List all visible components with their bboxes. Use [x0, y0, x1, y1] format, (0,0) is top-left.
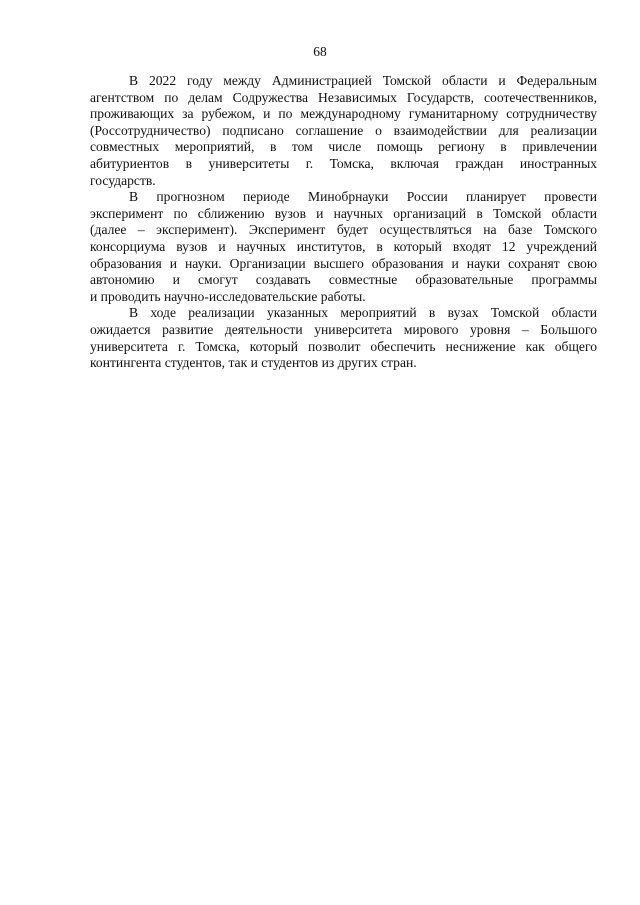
document-body — [90, 73, 597, 372]
text-line: образования и науки. Организации высшего образования и науки сохранят свою — [90, 255, 597, 271]
paragraph-2 — [90, 189, 597, 305]
text-line: государств. — [90, 172, 156, 188]
text-line: агентством по делам Содружества Независимых Государств, соотечественников, — [90, 89, 597, 105]
text-line: и проводить научно-исследовательские работы. — [90, 288, 366, 304]
text-line: проживающих за рубежом, и по международному гуманитарному сотрудничеству — [90, 106, 597, 122]
text-line: (Россотрудничество) подписано соглашение о взаимодействии для реализации — [90, 122, 597, 138]
paragraph-1 — [90, 73, 597, 189]
text-line: университета г. Томска, который позволит обеспечить неснижение как общего — [90, 338, 597, 354]
text-line: контингента студентов, так и студентов из других стран. — [90, 355, 417, 371]
page-number: 68 — [313, 44, 327, 59]
text-line: консорциума вузов и научных институтов, в который входят 12 учреждений — [90, 238, 597, 254]
text-line: абитуриентов в университеты г. Томска, включая граждан иностранных — [90, 155, 597, 171]
text-line: ожидается развитие деятельности университета мирового уровня – Большого — [90, 321, 597, 337]
text-line: совместных мероприятий, в том числе помощь региону в привлечении — [90, 139, 597, 155]
text-line: автономию и смогут создавать совместные образовательные программы — [90, 272, 597, 288]
text-line: В ходе реализации указанных мероприятий в вузах Томской области — [129, 305, 597, 321]
paragraph-3 — [90, 305, 597, 371]
text-line: эксперимент по сближению вузов и научных организаций в Томской области — [90, 205, 597, 221]
text-line: В 2022 году между Администрацией Томской области и Федеральным — [129, 73, 597, 88]
text-line: (далее – эксперимент). Эксперимент будет осуществляться на базе Томского — [90, 222, 597, 238]
text-line: В прогнозном периоде Минобрнауки России планирует провести — [129, 189, 597, 205]
